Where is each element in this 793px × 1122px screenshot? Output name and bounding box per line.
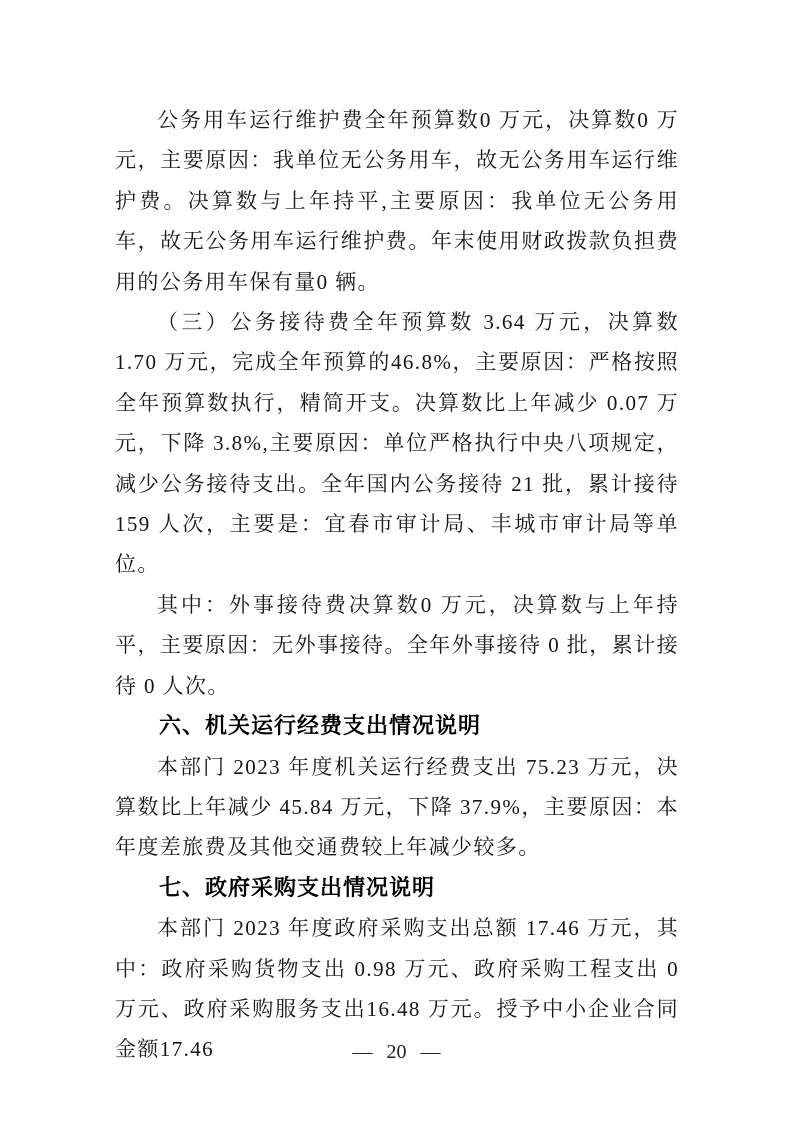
paragraph-foreign-reception-fee: 其中：外事接待费决算数0 万元，决算数与上年持平，主要原因：无外事接待。全年外事接待 0 批，累计接待 0 人次。 (115, 592, 679, 698)
paragraph-vehicle-maintenance-fee: 公务用车运行维护费全年预算数0 万元，决算数0 万元，主要原因：我单位无公务用车，故无公务用车运行维护费。决算数与上年持平,主要原因：我单位无公务用车，故无公务用车运行维护费。年末使用财政拨款负担费用的公务用车保有量0 辆。 (115, 108, 679, 294)
footer-dash-right: — (420, 1041, 441, 1063)
paragraph-official-reception-fee: （三）公务接待费全年预算数 3.64 万元，决算数 1.70 万元，完成全年预算的46.8%，主要原因：严格按照全年预算数执行，精简开支。决算数比上年减少 0.07 万元，下降 3.8%,主要原因：单位严格执行中央八项规定，减少公务接待支出。全年国内公务接待 21 批，累计接待 159 人次，主要是：宜春市审计局、丰城市审计局等单位。 (115, 310, 679, 577)
paragraph-government-procurement: 本部门 2023 年度政府采购支出总额 17.46 万元，其中：政府采购货物支出 0.98 万元、政府采购工程支出 0 万元、政府采购服务支出16.48 万元。授予中小企业合同金额17.46 (115, 916, 679, 1062)
paragraph-operating-funds: 本部门 2023 年度机关运行经费支出 75.23 万元，决算数比上年减少 45.84 万元，下降 37.9%，主要原因：本年度差旅费及其他交通费较上年减少较多。 (115, 754, 679, 860)
footer-dash-left: — (352, 1041, 373, 1063)
page-footer (0, 1041, 793, 1064)
section-heading-operating-funds: 六、机关运行经费支出情况说明 (159, 713, 482, 739)
document-body (115, 100, 679, 1070)
section-heading-government-procurement: 七、政府采购支出情况说明 (159, 874, 436, 900)
page-number: 20 (386, 1041, 407, 1063)
